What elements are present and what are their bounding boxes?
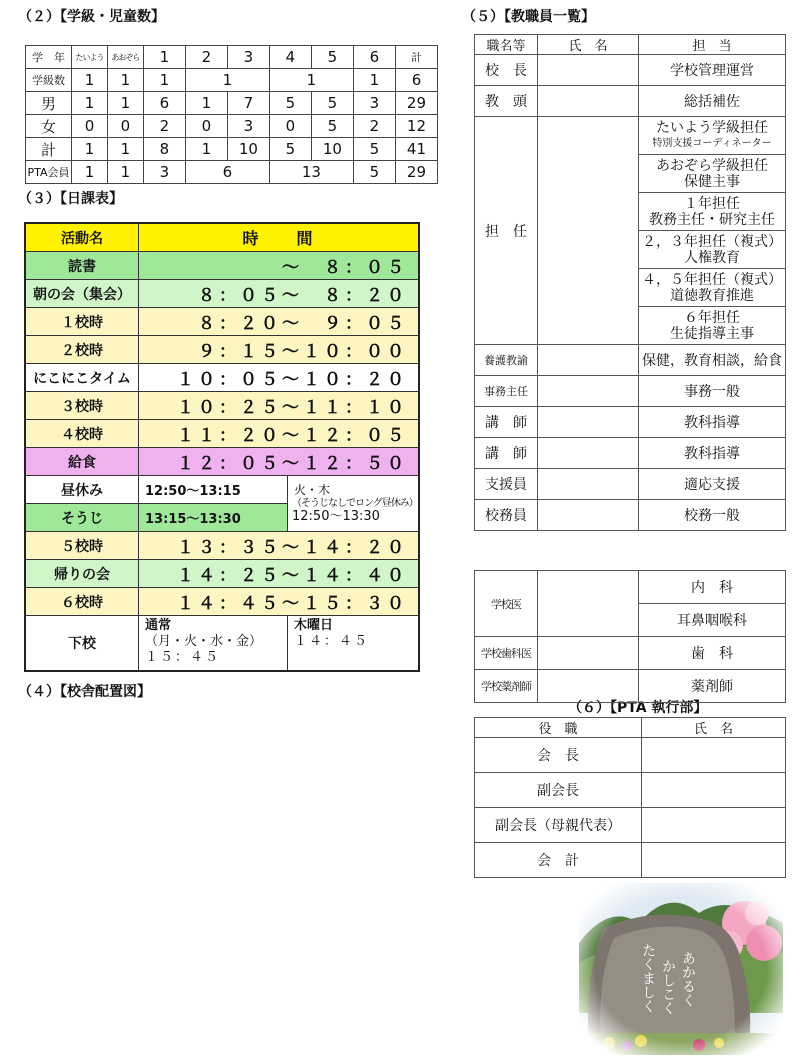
- col-g1: 1: [143, 46, 185, 69]
- cell: 1: [72, 69, 108, 92]
- dismissal-normal-time: １５：４５: [145, 650, 221, 665]
- table-row: [25, 588, 419, 616]
- activity-time: ９：１５～１０：００: [139, 336, 420, 364]
- staff-role: 教 頭: [475, 86, 538, 117]
- grade-header: 学 年: [26, 46, 72, 69]
- staff-role: 養護教諭: [475, 345, 538, 376]
- dismissal-normal-days: （月・火・水・金）: [145, 634, 263, 649]
- staff-duty: 総括補佐: [639, 86, 786, 117]
- cell: 0: [72, 115, 108, 138]
- section-class-counts: （２）【学級・児童数】: [18, 9, 165, 25]
- staff-name: [538, 469, 639, 500]
- cell: 2: [353, 115, 395, 138]
- duty-sub: 特別支援コーディネーター: [652, 137, 772, 149]
- table-row: [475, 438, 786, 469]
- dismissal-normal: [139, 616, 288, 672]
- activity-name: ４校時: [25, 420, 139, 448]
- table-row: [475, 773, 786, 808]
- cell: 0: [107, 115, 143, 138]
- note-days: 火・木: [294, 483, 331, 497]
- staff-header-name: 氏 名: [538, 35, 639, 55]
- stone-motto-3: たくましく: [640, 943, 656, 1013]
- duty-sub: 道徳教育推進: [670, 287, 754, 304]
- col-total: 計: [395, 46, 437, 69]
- cell: 1: [185, 92, 227, 115]
- table-row: [25, 364, 419, 392]
- staff-role: 校 長: [475, 55, 538, 86]
- doctor-field: 内 科: [639, 571, 786, 604]
- cell: 2: [143, 115, 185, 138]
- stone-motto-1: あかるく: [680, 951, 696, 1007]
- activity-name: にこにこタイム: [25, 364, 139, 392]
- cell: 7: [227, 92, 269, 115]
- staff-duty: 教科指導: [639, 438, 786, 469]
- table-row: [475, 738, 786, 773]
- duty-sub: 教務主任・研究主任: [649, 211, 775, 228]
- schedule-header-time: 時 間: [139, 223, 420, 252]
- doctor-name: [538, 637, 639, 670]
- staff-duty: [639, 269, 786, 307]
- cell: 1: [107, 138, 143, 161]
- table-row: [25, 532, 419, 560]
- cell: 1: [107, 92, 143, 115]
- school-doctors-table: [474, 570, 786, 703]
- activity-time: １０：０５～１０：２０: [139, 364, 420, 392]
- note-detail: （そうじなしでロング昼休み）: [292, 498, 418, 509]
- table-row: [26, 161, 438, 184]
- pta-role: 副会長（母親代表）: [475, 808, 642, 843]
- staff-duty: 適応支援: [639, 469, 786, 500]
- dismissal-normal-title: 通常: [145, 618, 172, 633]
- dismissal-thursday: [288, 616, 420, 672]
- table-row: [25, 420, 419, 448]
- col-g6: 6: [353, 46, 395, 69]
- table-row: [475, 345, 786, 376]
- activity-time: １２：０５～１２：５０: [139, 448, 420, 476]
- activity-name: そうじ: [25, 504, 139, 532]
- table-row: [25, 280, 419, 308]
- staff-duty: 学校管理運営: [639, 55, 786, 86]
- activity-time: 12:50～13:15: [139, 476, 288, 504]
- pta-role: 副会長: [475, 773, 642, 808]
- tue-thu-note: [288, 476, 420, 532]
- cell: 0: [269, 115, 311, 138]
- row-label: 女: [26, 115, 72, 138]
- activity-time: １４：４５～１５：３０: [139, 588, 420, 616]
- staff-name: [538, 438, 639, 469]
- activity-time: １１：２０～１２：０５: [139, 420, 420, 448]
- table-row: [26, 69, 438, 92]
- stone-motto-2: かしこく: [660, 959, 676, 1015]
- activity-name: ２校時: [25, 336, 139, 364]
- activity-name: 帰りの会: [25, 560, 139, 588]
- doctor-role: 学校医: [475, 571, 538, 637]
- cell: 29: [395, 92, 437, 115]
- activity-name: １校時: [25, 308, 139, 336]
- staff-name: [538, 117, 639, 345]
- activity-time: １３：３５～１４：２０: [139, 532, 420, 560]
- staff-header-role: 職名等: [475, 35, 538, 55]
- cell: 1: [269, 69, 353, 92]
- duty-main: ４，５年担任（複式）: [642, 271, 782, 288]
- table-row: [475, 670, 786, 703]
- staff-name: [538, 407, 639, 438]
- staff-role: 支援員: [475, 469, 538, 500]
- pta-role: 会 長: [475, 738, 642, 773]
- class-count-table: [25, 45, 438, 184]
- dismissal-thursday-title: 木曜日: [294, 618, 334, 633]
- doctor-field: 歯 科: [639, 637, 786, 670]
- staff-duty: 事務一般: [639, 376, 786, 407]
- activity-name: ３校時: [25, 392, 139, 420]
- doctor-name: [538, 571, 639, 637]
- pta-header-role: 役 職: [475, 718, 642, 738]
- section-building-map: （４）【校舎配置図】: [18, 684, 151, 700]
- duty-main: たいよう学級担任: [656, 119, 768, 136]
- table-row: [25, 252, 419, 280]
- duty-sub: 人権教育: [684, 249, 740, 266]
- table-row: [475, 469, 786, 500]
- staff-name: [538, 86, 639, 117]
- table-row: [475, 808, 786, 843]
- cell: 1: [72, 138, 108, 161]
- staff-header-duty: 担 当: [639, 35, 786, 55]
- table-row: [475, 718, 786, 738]
- doctor-field: 薬剤師: [639, 670, 786, 703]
- col-g3: 3: [227, 46, 269, 69]
- cell: 1: [353, 69, 395, 92]
- cell: 29: [395, 161, 437, 184]
- duty-sub: 保健主事: [684, 173, 740, 190]
- schedule-header-activity: 活動名: [25, 223, 139, 252]
- cell: 1: [185, 138, 227, 161]
- cell: 1: [107, 161, 143, 184]
- cell: 6: [143, 92, 185, 115]
- school-motto-stone-photo: [579, 883, 783, 1055]
- table-row: [26, 115, 438, 138]
- cell: 1: [72, 92, 108, 115]
- table-row: [26, 46, 438, 69]
- table-row: [25, 616, 419, 672]
- cell: 8: [143, 138, 185, 161]
- staff-name: [538, 500, 639, 531]
- staff-role-homeroom: 担 任: [475, 117, 538, 345]
- table-row: [25, 560, 419, 588]
- activity-time: １０：２５～１１：１０: [139, 392, 420, 420]
- staff-name: [538, 55, 639, 86]
- doctor-name: [538, 670, 639, 703]
- duty-main: ２，３年担任（複式）: [642, 233, 782, 250]
- staff-duty: [639, 117, 786, 155]
- note-time: 12:50～13:30: [292, 509, 380, 524]
- table-row: [475, 571, 786, 604]
- cell: 1: [185, 69, 269, 92]
- cell: 0: [185, 115, 227, 138]
- cell: 5: [311, 92, 353, 115]
- table-row: [25, 223, 419, 252]
- duty-main: ６年担任: [684, 309, 740, 326]
- staff-duty: 教科指導: [639, 407, 786, 438]
- row-label: 学級数: [26, 69, 72, 92]
- pta-executive-table: [474, 717, 786, 878]
- cell: 5: [311, 115, 353, 138]
- doctor-role: 学校薬剤師: [475, 670, 538, 703]
- staff-role: 事務主任: [475, 376, 538, 407]
- cell: 3: [227, 115, 269, 138]
- staff-role: 講 師: [475, 438, 538, 469]
- cell: 1: [72, 161, 108, 184]
- staff-duty: [639, 231, 786, 269]
- pta-name: [642, 773, 786, 808]
- activity-name: ６校時: [25, 588, 139, 616]
- col-g5: 5: [311, 46, 353, 69]
- activity-time: 13:15～13:30: [139, 504, 288, 532]
- cell: 3: [353, 92, 395, 115]
- cell: 5: [353, 161, 395, 184]
- section-pta-executive: （６）【PTA 執行部】: [568, 700, 708, 716]
- pta-name: [642, 738, 786, 773]
- table-row: [25, 392, 419, 420]
- staff-duty: [639, 155, 786, 193]
- cell: 5: [269, 138, 311, 161]
- table-row: [475, 843, 786, 878]
- row-label: PTA会員: [26, 161, 72, 184]
- cell: 13: [269, 161, 353, 184]
- table-row: [26, 138, 438, 161]
- table-row: [475, 86, 786, 117]
- table-row: [475, 376, 786, 407]
- cell: 12: [395, 115, 437, 138]
- duty-main: １年担任: [684, 195, 740, 212]
- cell: 5: [353, 138, 395, 161]
- activity-name: 朝の会（集会）: [25, 280, 139, 308]
- cell: 10: [311, 138, 353, 161]
- table-row: [475, 117, 786, 155]
- table-row: [25, 448, 419, 476]
- dismissal-thursday-time: １４：４５: [294, 634, 370, 649]
- staff-role: 校務員: [475, 500, 538, 531]
- table-row: [25, 336, 419, 364]
- activity-time: ８：０５～ ８：２０: [139, 280, 420, 308]
- cell: 1: [143, 69, 185, 92]
- table-row: [475, 500, 786, 531]
- duty-main: あおぞら学級担任: [656, 157, 768, 174]
- cell: 3: [143, 161, 185, 184]
- table-row: [475, 55, 786, 86]
- staff-role: 講 師: [475, 407, 538, 438]
- activity-name: 給食: [25, 448, 139, 476]
- pta-header-name: 氏 名: [642, 718, 786, 738]
- table-row: [475, 637, 786, 670]
- activity-time: １４：２５～１４：４０: [139, 560, 420, 588]
- daily-schedule-table: [24, 222, 420, 672]
- pta-name: [642, 843, 786, 878]
- pta-role: 会 計: [475, 843, 642, 878]
- section-schedule: （３）【日課表】: [18, 191, 123, 207]
- table-row: [25, 308, 419, 336]
- staff-duty: 保健，教育相談，給食: [639, 345, 786, 376]
- col-aozora: あおぞら: [107, 46, 143, 69]
- cell: 41: [395, 138, 437, 161]
- cell: 5: [269, 92, 311, 115]
- activity-name: 昼休み: [25, 476, 139, 504]
- staff-duty: [639, 307, 786, 345]
- cell: 10: [227, 138, 269, 161]
- activity-time: ８：２０～ ９：０５: [139, 308, 420, 336]
- activity-name: ５校時: [25, 532, 139, 560]
- col-taiyou: たいよう: [72, 46, 108, 69]
- staff-duty: [639, 193, 786, 231]
- col-g2: 2: [185, 46, 227, 69]
- table-row: [26, 92, 438, 115]
- row-label: 男: [26, 92, 72, 115]
- staff-name: [538, 376, 639, 407]
- section-staff-list: （５）【教職員一覧】: [462, 9, 595, 25]
- table-row: [475, 35, 786, 55]
- activity-time: ～ ８：０５: [139, 252, 420, 280]
- staff-duty: 校務一般: [639, 500, 786, 531]
- activity-name: 読書: [25, 252, 139, 280]
- duty-sub: 生徒指導主事: [670, 325, 754, 342]
- cell: 6: [185, 161, 269, 184]
- staff-name: [538, 345, 639, 376]
- staff-table: [474, 34, 786, 531]
- doctor-field: 耳鼻咽喉科: [639, 604, 786, 637]
- table-row: [475, 407, 786, 438]
- cell: 1: [107, 69, 143, 92]
- row-label: 計: [26, 138, 72, 161]
- col-g4: 4: [269, 46, 311, 69]
- pta-name: [642, 808, 786, 843]
- cell: 6: [395, 69, 437, 92]
- dismissal-label: 下校: [25, 616, 139, 672]
- doctor-role: 学校歯科医: [475, 637, 538, 670]
- table-row: [25, 476, 419, 504]
